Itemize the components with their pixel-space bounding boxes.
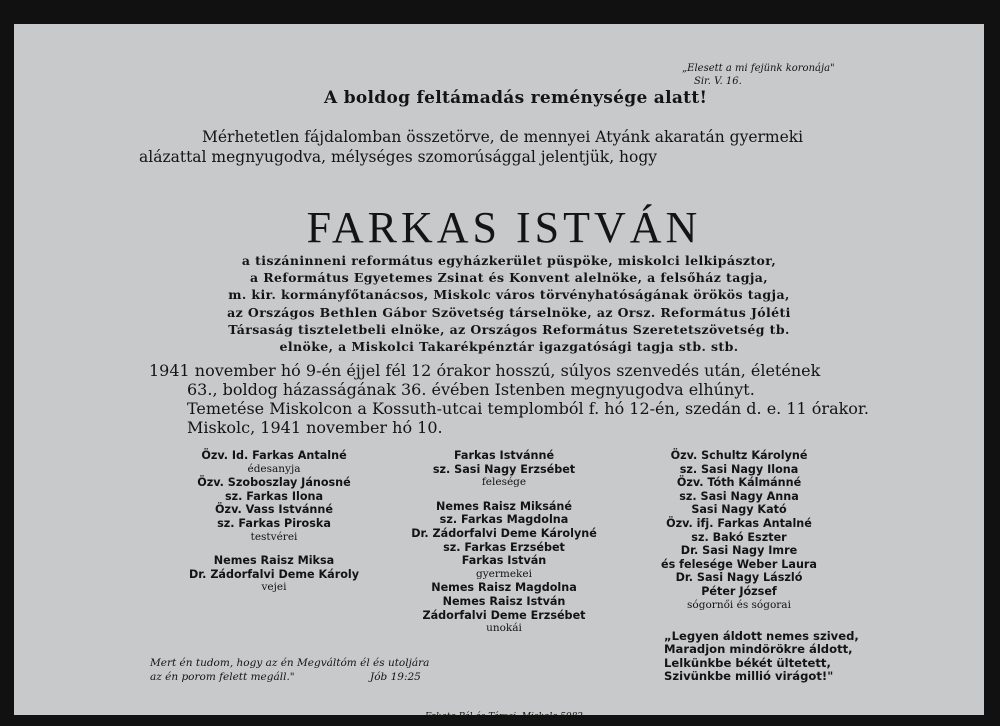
poem-line: „Legyen áldott nemes szived, [664,629,859,643]
poem-line: Lelkünkbe békét ültetett, [664,655,831,670]
mourner-name: sz. Farkas Erzsébet [443,540,565,554]
intro-line-1: Mérhetetlen fájdalomban összetörve, de mennyei Atyánk akaratán gyermeki [202,128,804,146]
mourner-name: Zádorfalvi Deme Erzsébet [422,608,586,622]
date-place-line: Miskolc, 1941 november hó 10. [187,418,443,437]
mourner-name: Özv. ifj. Farkas Antalné [666,516,812,530]
title-line: a Református Egyetemes Zsinat és Konvent alelnöke, a felsőház tagja, [249,270,769,286]
mourner-name: Péter József [701,584,777,598]
title-line: Társaság tiszteletbeli elnöke, az Országos Református Szeretetszövetség tb. [228,321,790,337]
mourner-name: sz. Sasi Nagy Ilona [679,462,799,476]
relation-label: gyermekei [476,567,532,580]
mourner-name: sz. Farkas Ilona [224,489,324,503]
intro-line-2: alázattal megnyugodva, mélységes szomorúsággal jelentjük, hogy [139,148,658,166]
verse-source: Jób 19:25 [370,671,421,683]
mourner-name: Nemes Raisz Magdolna [431,581,577,595]
relation-label: vejei [261,581,287,594]
funeral-line: Temetése Miskolcon a Kossuth-utcai templomból f. hó 12-én, szedán d. e. 11 órakor. [187,399,869,418]
title-line: a tiszáninneni református egyházkerület püspöke, miskolci lelkipásztor, [241,253,777,268]
bottom-border [0,715,1000,726]
relation-label: unokái [486,622,522,635]
poem-line: Szivünkbe millió virágot!" [664,669,834,684]
death-announcement [149,361,869,437]
memorial-poem [664,630,894,684]
relation-label: testvérei [250,530,298,543]
deceased-name: FARKAS ISTVÁN [306,203,702,252]
mourner-name: sz. Farkas Piroska [217,516,331,530]
death-line-1: 1941 november hó 9-én éjjel fél 12 órakor hosszú, súlyos szenvedés után, életének [149,361,821,380]
relation-label: felesége [481,476,527,489]
verse-line-2: az én porom felett megáll." [150,671,295,683]
mourner-name: Dr. Sasi Nagy Imre [680,544,798,558]
mourner-name: Özv. Szoboszlay Jánosné [197,476,351,490]
death-line-2: 63., boldog házasságának 36. évében Istenben megnyugodva elhúnyt. [187,380,755,399]
relation-label: édesanyja [247,462,301,475]
mourner-name: Farkas Istvánné [453,449,555,462]
title-line: elnöke, a Miskolci Takarékpénztár igazgatósági tagja stb. stb. [279,339,739,355]
spacer [164,544,384,554]
title-line: az Országos Bethlen Gábor Szövetség társelnöke, az Orsz. Református Jóléti [227,304,791,320]
motto-text: „Elesett a mi fejünk koronája" [682,63,835,74]
mourner-name: Nemes Raisz Miksáné [436,499,572,513]
mourner-name: sz. Bakó Eszter [691,530,787,544]
heading: A boldog feltámadás reménysége alatt! [324,88,708,108]
mourner-name: és felesége Weber Laura [660,557,817,571]
mourner-name: Sasi Nagy Kató [691,503,787,517]
mourner-name: sz. Farkas Magdolna [439,513,569,527]
mourner-name: Nemes Raisz István [442,594,566,608]
mourners-column-3 [624,449,854,612]
motto-reference: Sir. V. 16. [694,76,742,87]
mourner-name: Dr. Zádorfalvi Deme Károlyné [411,526,597,540]
mourner-name: Dr. Sasi Nagy László [675,571,803,585]
title-line: m. kir. kormányfőtanácsos, Miskolc város törvényhatóságának örökös tagja, [228,287,790,303]
relation-label: sógornői és sógorai [687,598,791,611]
mourner-name: Özv. Schultz Károlyné [670,449,808,462]
mourner-name: sz. Sasi Nagy Erzsébet [432,462,576,476]
poem-line: Maradjon mindörökre áldott, [664,642,853,657]
verse-line-1: Mert én tudom, hogy az én Megváltóm él és utoljára [150,657,430,669]
mourner-name: Özv. Tóth Kálmánné [676,476,802,490]
mourner-name: Özv. Vass Istvánné [215,503,333,517]
spacer [399,490,609,500]
intro-paragraph [139,127,859,167]
deceased-titles [224,252,794,355]
mourners-column-1 [164,449,384,595]
obituary-card [11,21,987,721]
bible-verse [150,656,450,684]
mourner-name: Farkas István [461,554,547,568]
mourner-name: Nemes Raisz Miksa [213,554,335,568]
mourner-name: Özv. Id. Farkas Antalné [201,449,347,462]
mourners-column-2 [399,449,609,636]
mourner-name: Dr. Zádorfalvi Deme Károly [188,567,360,581]
motto-quote [682,62,882,88]
mourner-name: sz. Sasi Nagy Anna [679,489,799,503]
